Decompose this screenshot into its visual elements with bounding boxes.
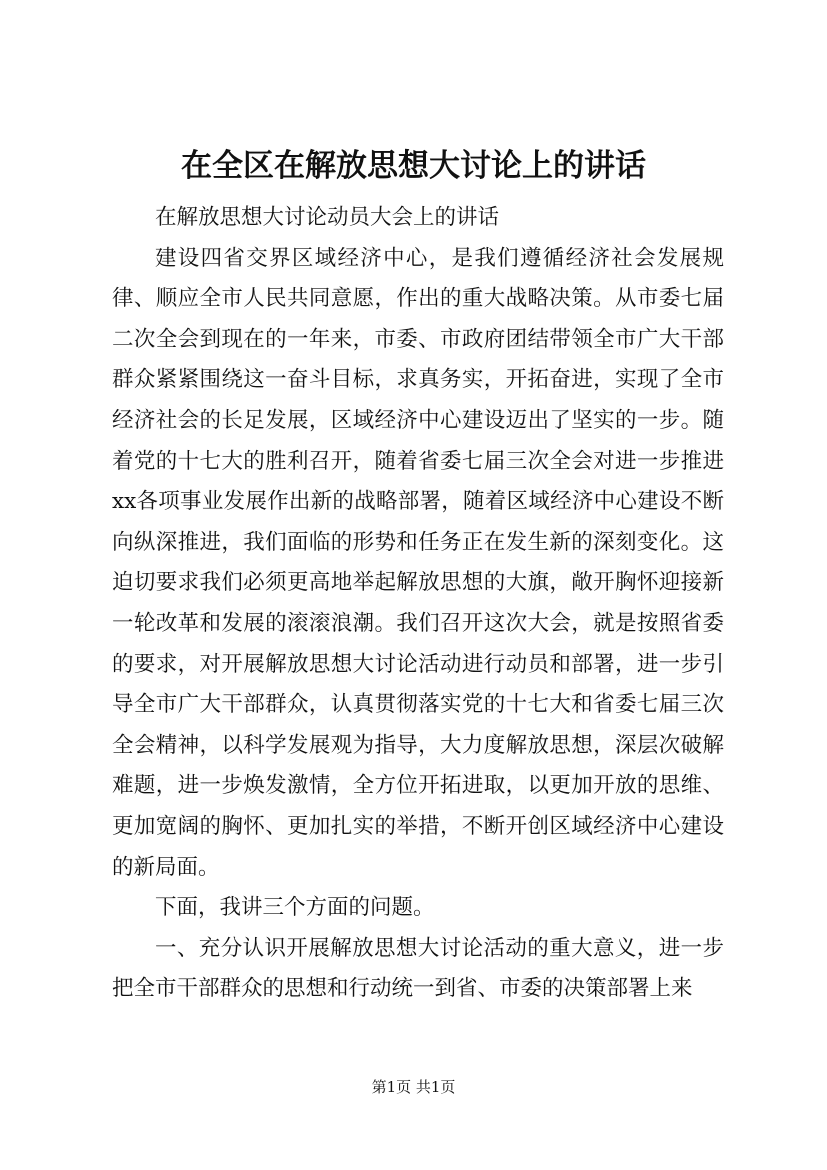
paragraph-main: 建设四省交界区域经济中心，是我们遵循经济社会发展规律、顺应全市人民共同意愿，作出的重大战略决策。从市委七届二次全会到现在的一年来，市委、市政府团结带领全市广大干部群众紧紧围绕这一奋斗目标，求真务实，开拓奋进，实现了全市经济社会的长足发展，区域经济中心建设迈出了坚实的一步。随着党的十七大的胜利召开，随着省委七届三次全会对进一步推进xx各项事业发展作出新的战略部署，随着区域经济中心建设不断向纵深推进，我们面临的形势和任务正在发生新的深刻变化。这迫切要求我们必须更高地举起解放思想的大旗，敞开胸怀迎接新一轮改革和发展的滚滚浪潮。我们召开这次大会，就是按照省委的要求，对开展解放思想大讨论活动进行动员和部署，进一步引导全市广大干部群众，认真贯彻落实党的十七大和省委七届三次全会精神，以科学发展观为指导，大力度解放思想，深层次破解难题，进一步焕发激情，全方位开拓进取，以更加开放的思维、更加宽阔的胸怀、更加扎实的举措，不断开创区域经济中心建设的新局面。 bbox=[112, 245, 724, 880]
paragraph-intro-three-points: 下面，我讲三个方面的问题。 bbox=[155, 895, 435, 921]
document-body bbox=[112, 198, 724, 1010]
paragraph-subtitle: 在解放思想大讨论动员大会上的讲话 bbox=[155, 205, 500, 230]
paragraph-section-one-heading: 一、充分认识开展解放思想大讨论活动的重大意义，进一步把全市干部群众的思想和行动统一到省、市委的决策部署上来 bbox=[112, 935, 724, 1002]
document-title: 在全区在解放思想大讨论上的讲话 bbox=[181, 148, 646, 184]
page-number-footer: 第1页 共1页 bbox=[371, 1078, 456, 1096]
